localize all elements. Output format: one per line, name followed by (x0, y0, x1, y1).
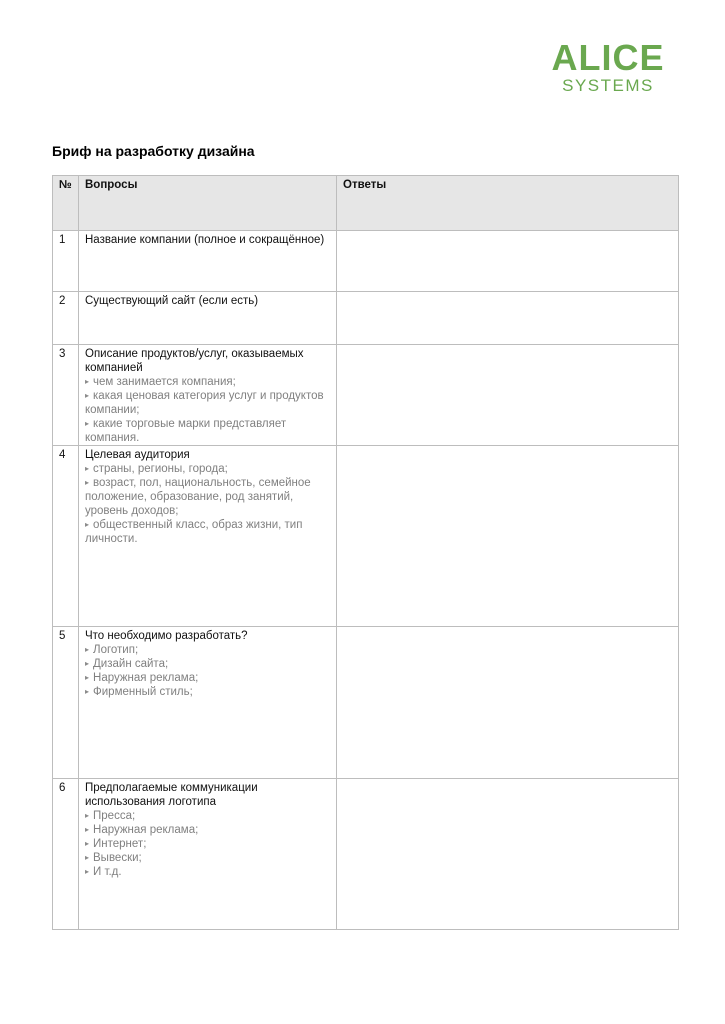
bullet-arrow-icon: ▸ (85, 867, 90, 876)
document-title: Бриф на разработку дизайна (52, 143, 255, 159)
subitem-text: Наружная реклама; (93, 824, 199, 836)
question-title: Название компании (полное и сокращённое) (85, 234, 325, 246)
bullet-arrow-icon: ▸ (85, 687, 90, 696)
subitem-text: Вывески; (93, 852, 142, 864)
subitem-text: И т.д. (93, 866, 122, 878)
row-number: 6 (53, 779, 79, 930)
question-subitem (85, 809, 330, 823)
question-subitem (85, 417, 330, 445)
answer-cell[interactable] (337, 779, 679, 930)
question-title: Предполагаемые коммуникации использования логотипа (85, 782, 258, 808)
row-number: 4 (53, 446, 79, 627)
question-subitem (85, 375, 330, 389)
subitem-text: чем занимается компания; (93, 376, 236, 388)
bullet-arrow-icon: ▸ (85, 825, 90, 834)
question-cell (79, 779, 337, 930)
bullet-arrow-icon: ▸ (85, 391, 90, 400)
subitem-text: Логотип; (93, 644, 139, 656)
question-subitem (85, 462, 330, 476)
answer-cell[interactable] (337, 446, 679, 627)
bullet-arrow-icon: ▸ (85, 839, 90, 848)
question-title: Существующий сайт (если есть) (85, 295, 259, 307)
row-number: 3 (53, 345, 79, 446)
subitem-text: страны, регионы, города; (93, 463, 228, 475)
subitem-text: Интернет; (93, 838, 147, 850)
header-num: № (53, 176, 79, 231)
row-number: 2 (53, 292, 79, 345)
bullet-arrow-icon: ▸ (85, 520, 90, 529)
row-number: 5 (53, 627, 79, 779)
question-title: Целевая аудитория (85, 449, 190, 461)
question-subitem (85, 685, 330, 699)
logo-text-systems: SYSTEMS (562, 76, 654, 95)
table-row (53, 779, 679, 930)
question-subitem (85, 476, 330, 518)
question-subitem (85, 865, 330, 879)
question-subitem (85, 837, 330, 851)
bullet-arrow-icon: ▸ (85, 811, 90, 820)
row-number: 1 (53, 231, 79, 292)
question-cell (79, 345, 337, 446)
table-row (53, 627, 679, 779)
logo-text-alice: ALICE (551, 37, 665, 78)
question-subitem (85, 851, 330, 865)
question-cell (79, 627, 337, 779)
answer-cell[interactable] (337, 345, 679, 446)
subitem-text: какая ценовая категория услуг и продуктов компании; (85, 390, 324, 416)
subitem-text: общественный класс, образ жизни, тип личности. (85, 519, 303, 545)
table-body (53, 231, 679, 930)
answer-cell[interactable] (337, 292, 679, 345)
answer-cell[interactable] (337, 627, 679, 779)
bullet-arrow-icon: ▸ (85, 419, 90, 428)
bullet-arrow-icon: ▸ (85, 377, 90, 386)
table-row (53, 345, 679, 446)
question-title: Что необходимо разработать? (85, 630, 248, 642)
table-row (53, 292, 679, 345)
question-title: Описание продуктов/услуг, оказываемых компанией (85, 348, 304, 374)
bullet-arrow-icon: ▸ (85, 478, 90, 487)
question-cell (79, 446, 337, 627)
brief-table (52, 175, 679, 930)
subitem-text: какие торговые марки представляет компания. (85, 418, 287, 444)
table-row (53, 446, 679, 627)
header-answers: Ответы (337, 176, 679, 231)
question-subitem (85, 643, 330, 657)
subitem-text: Пресса; (93, 810, 136, 822)
question-cell (79, 292, 337, 345)
bullet-arrow-icon: ▸ (85, 659, 90, 668)
bullet-arrow-icon: ▸ (85, 673, 90, 682)
subitem-text: Фирменный стиль; (93, 686, 193, 698)
subitem-text: Дизайн сайта; (93, 658, 169, 670)
answer-cell[interactable] (337, 231, 679, 292)
question-subitem (85, 823, 330, 837)
bullet-arrow-icon: ▸ (85, 853, 90, 862)
table-row (53, 231, 679, 292)
subitem-text: возраст, пол, национальность, семейное положение, образование, род занятий, уровень доходов; (85, 477, 311, 517)
header-questions: Вопросы (79, 176, 337, 231)
bullet-arrow-icon: ▸ (85, 645, 90, 654)
question-subitem (85, 657, 330, 671)
table-header-row (53, 176, 679, 231)
company-logo (538, 37, 678, 95)
question-cell (79, 231, 337, 292)
question-subitem (85, 671, 330, 685)
bullet-arrow-icon: ▸ (85, 464, 90, 473)
subitem-text: Наружная реклама; (93, 672, 199, 684)
question-subitem (85, 389, 330, 417)
question-subitem (85, 518, 330, 546)
